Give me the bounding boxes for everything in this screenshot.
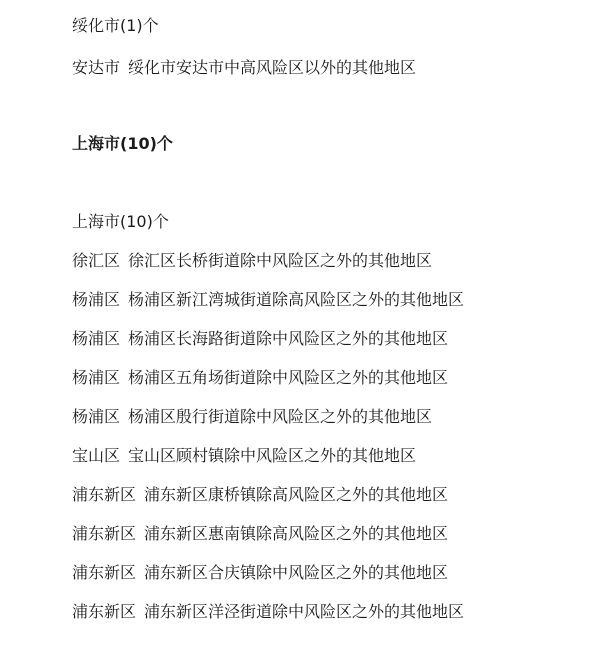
list-item [72, 407, 432, 427]
district-name: 浦东新区 [72, 602, 137, 621]
list-item [72, 485, 448, 505]
list-item [72, 446, 416, 466]
district-name: 杨浦区 [72, 368, 121, 387]
district-name: 浦东新区 [72, 524, 137, 543]
list-item [72, 524, 448, 544]
district-detail: 杨浦区新江湾城街道除高风险区之外的其他地区 [128, 290, 465, 309]
list-item [72, 329, 448, 349]
district-detail: 宝山区顾村镇除中风险区之外的其他地区 [128, 446, 417, 465]
section-title-shanghai: 上海市(10)个 [72, 134, 173, 153]
district-detail: 徐汇区长桥街道除中风险区之外的其他地区 [128, 251, 433, 270]
district-detail: 浦东新区惠南镇除高风险区之外的其他地区 [144, 524, 449, 543]
district-name: 杨浦区 [72, 407, 121, 426]
list-item [72, 251, 432, 271]
list-item [72, 602, 464, 622]
district-name: 徐汇区 [72, 251, 121, 270]
district-detail: 绥化市安达市中高风险区以外的其他地区 [128, 58, 417, 77]
district-detail: 杨浦区长海路街道除中风险区之外的其他地区 [128, 329, 449, 348]
list-item [72, 58, 416, 78]
district-detail: 浦东新区合庆镇除中风险区之外的其他地区 [144, 563, 449, 582]
district-detail: 杨浦区五角场街道除中风险区之外的其他地区 [128, 368, 449, 387]
district-name: 浦东新区 [72, 485, 137, 504]
shanghai-heading: 上海市(10)个 [72, 212, 169, 231]
suihua-heading: 绥化市(1)个 [72, 16, 159, 35]
list-item [72, 290, 464, 310]
district-detail: 浦东新区康桥镇除高风险区之外的其他地区 [144, 485, 449, 504]
district-name: 宝山区 [72, 446, 121, 465]
district-detail: 杨浦区殷行街道除中风险区之外的其他地区 [128, 407, 433, 426]
district-detail: 浦东新区洋泾街道除中风险区之外的其他地区 [144, 602, 465, 621]
list-item [72, 368, 448, 388]
district-name: 安达市 [72, 58, 121, 77]
district-name: 浦东新区 [72, 563, 137, 582]
district-name: 杨浦区 [72, 329, 121, 348]
district-name: 杨浦区 [72, 290, 121, 309]
list-item [72, 563, 448, 583]
